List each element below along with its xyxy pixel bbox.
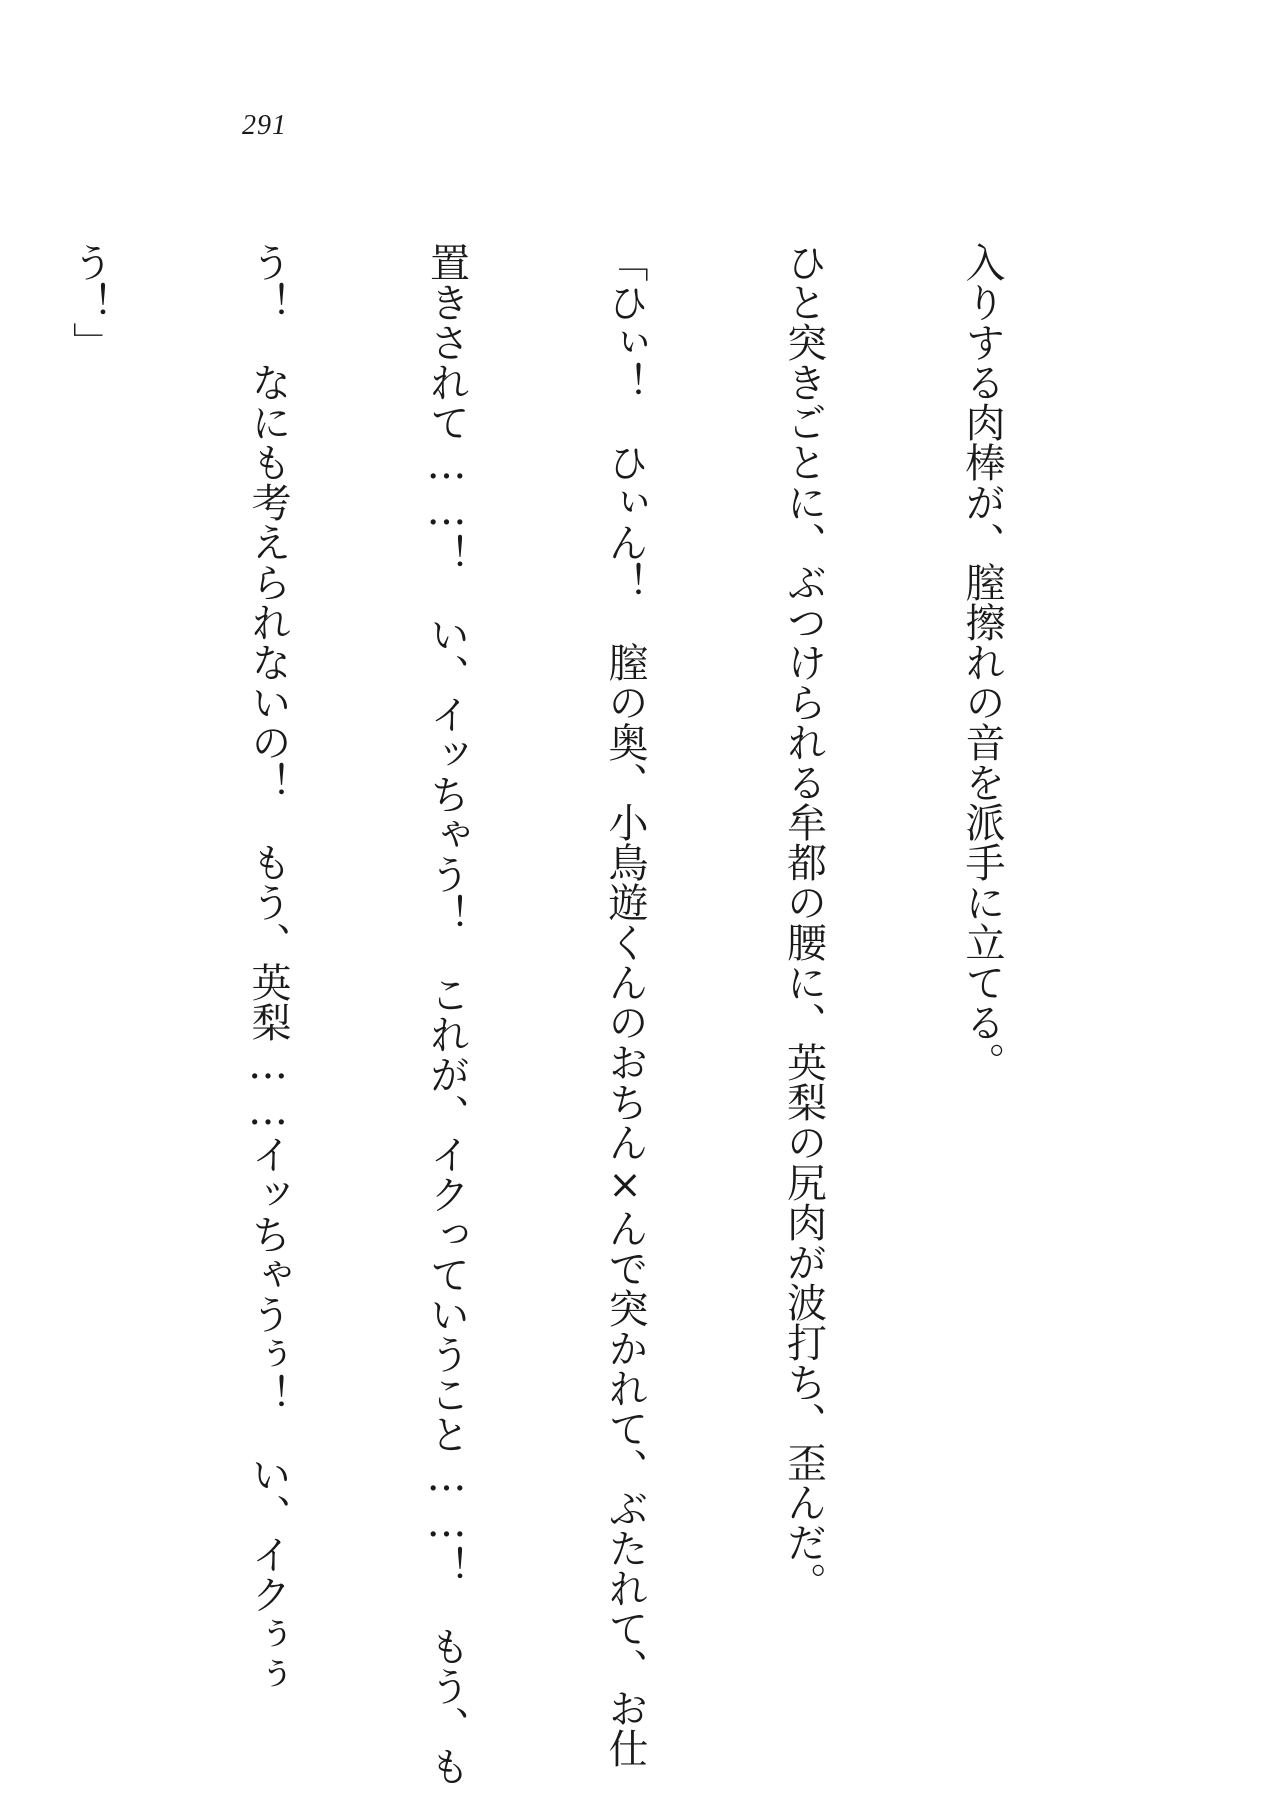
- body-text: [0, 242, 1130, 1786]
- text-line: う！」: [66, 242, 113, 362]
- text-line: 入りする肉棒が、膣擦れの音を派手に立てる。: [959, 242, 1005, 1082]
- text-line: う！ なにも考えられないの！ もう、英梨……イッちゃうぅ！ い、イクぅぅ: [245, 242, 291, 1694]
- page-number: 291: [242, 110, 287, 141]
- text-line: ひと突きごとに、ぶつけられる牟都の腰に、英梨の尻肉が波打ち、歪んだ。: [780, 242, 827, 1602]
- text-line: 「ひぃ！ ひぃん！ 膣の奥、小鳥遊くんのおちん×んで突かれて、ぶたれて、お仕: [602, 242, 648, 1768]
- text-line: 置きされて……！ い、イッちゃう！ これが、イクっていうこと……！ もう、も: [423, 242, 470, 1786]
